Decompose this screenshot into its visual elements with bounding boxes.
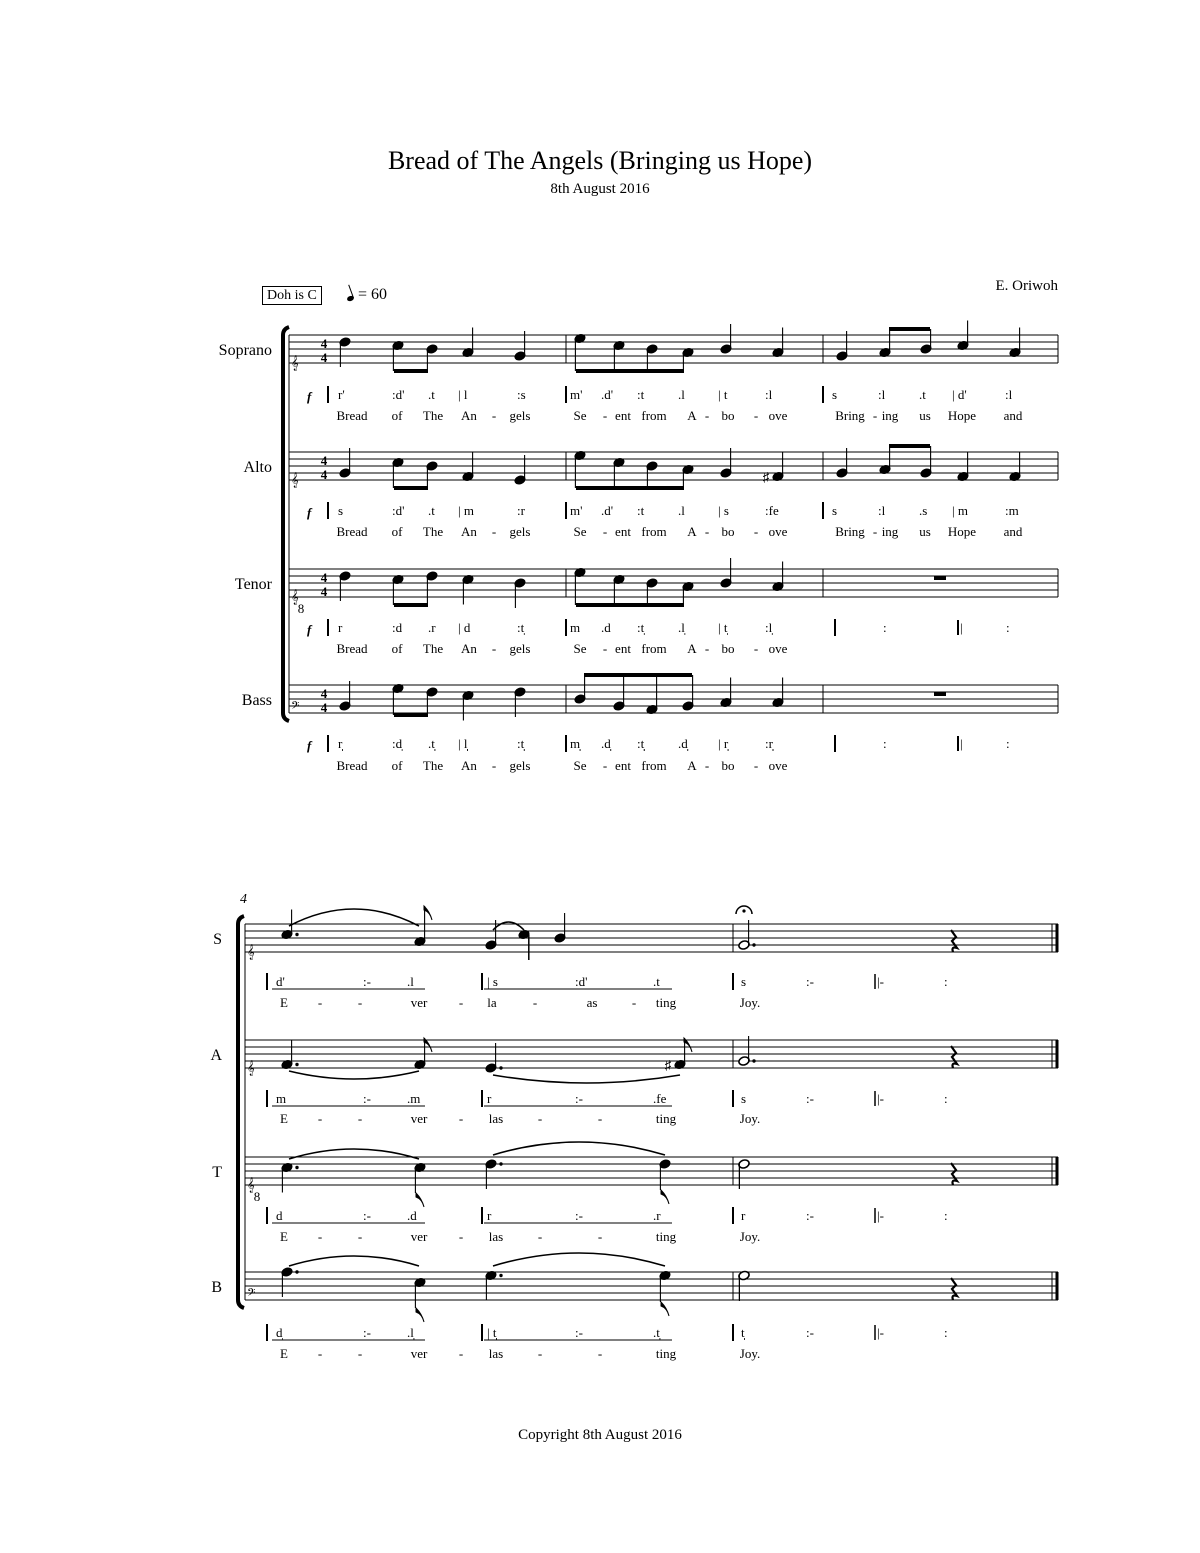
lyric-a-syllable: - (597, 1111, 603, 1126)
lyric-soprano-syllable: Se (573, 408, 587, 423)
lyric-b-syllable: las (488, 1346, 504, 1361)
lyric-soprano-syllable: - (491, 408, 497, 423)
lyric-soprano-syllable: bo (721, 408, 735, 423)
lyric-t-syllable: ver (410, 1229, 428, 1244)
lyric-bass-syllable: An (461, 758, 477, 773)
lyric-soprano-syllable: ove (768, 408, 788, 423)
staff-tenor (289, 569, 1058, 597)
lyric-alto-syllable: An (461, 524, 477, 539)
lyric-tenor-syllable: A (687, 641, 697, 656)
slur (289, 1256, 419, 1266)
lyric-alto-syllable: The (422, 524, 444, 539)
solfa-soprano-syllable: :l (1005, 387, 1013, 402)
lyric-bass-syllable: Se (573, 758, 587, 773)
note-flag (661, 1190, 669, 1204)
lyric-s-syllable: - (532, 995, 538, 1010)
solfa-soprano-syllable: .d' (601, 387, 614, 402)
lyric-bass-syllable: of (391, 758, 403, 773)
lyric-tenor-syllable: ove (768, 641, 788, 656)
lyric-soprano-syllable: Bring (835, 408, 865, 423)
solfa-a-syllable: :- (363, 1091, 371, 1106)
lyric-a-syllable: E (280, 1111, 288, 1126)
lyric-s-syllable: E (280, 995, 288, 1010)
lyric-alto-syllable: - (491, 524, 497, 539)
solfa-bass-syllable: :d̩ (392, 736, 403, 751)
lyric-a-syllable: - (458, 1111, 464, 1126)
note-dot (295, 1166, 298, 1169)
quarter-rest-icon (951, 1046, 957, 1068)
sharp-icon: ♯ (664, 1057, 672, 1073)
solfa-alto-syllable: | m (952, 503, 968, 518)
solfa-alto-syllable: .t (428, 503, 435, 518)
time-signature-bottom: 4 (320, 584, 328, 599)
lyric-tenor-syllable: An (461, 641, 477, 656)
solfa-a-syllable: .m (407, 1091, 421, 1106)
lyric-t-syllable: - (537, 1229, 543, 1244)
solfa-bass-syllable: r̩̩ (338, 736, 343, 751)
lyric-alto-syllable: - (872, 524, 878, 539)
solfa-bass-syllable: : (1006, 736, 1010, 751)
lyric-alto-syllable: ing (881, 524, 899, 539)
solfa-soprano-syllable: :l (765, 387, 773, 402)
system-bracket (283, 327, 289, 721)
staff-t (245, 1157, 1058, 1185)
solfa-a-syllable: :- (806, 1091, 814, 1106)
lyric-b-syllable: ting (655, 1346, 677, 1361)
solfa-tenor-syllable: | (960, 620, 963, 635)
lyric-alto-syllable: Bring (835, 524, 865, 539)
lyric-soprano-syllable: us (919, 408, 931, 423)
lyric-bass-syllable: - (753, 758, 759, 773)
lyric-alto-syllable: gels (509, 524, 531, 539)
solfa-t-syllable: :- (806, 1208, 814, 1223)
solfa-alto-syllable: .s (919, 503, 928, 518)
lyric-b-syllable: - (357, 1346, 363, 1361)
solfa-b-syllable: :- (575, 1325, 583, 1340)
lyric-tenor-syllable: ent (615, 641, 631, 656)
staff-alto (289, 452, 1058, 480)
lyric-alto-syllable: - (704, 524, 710, 539)
solfa-s-syllable: |- (877, 974, 884, 989)
lyric-bass-syllable: ove (768, 758, 788, 773)
note-dot (499, 1274, 502, 1277)
lyric-t-syllable: E (280, 1229, 288, 1244)
bass-clef-icon: 𝄢 (291, 699, 300, 714)
solfa-t-syllable: :- (363, 1208, 371, 1223)
slur (493, 1075, 680, 1083)
solfa-alto-syllable: .l (678, 503, 685, 518)
lyric-alto-syllable: Hope (947, 524, 977, 539)
part-name-a: A (210, 1047, 222, 1064)
time-signature-bottom: 4 (320, 467, 328, 482)
solfa-bass-syllable: .d̩̩ (601, 736, 611, 751)
whole-rest-icon (934, 692, 946, 696)
part-name-alto: Alto (243, 459, 272, 476)
lyric-tenor-syllable: - (753, 641, 759, 656)
lyric-t-syllable: las (488, 1229, 504, 1244)
lyric-bass-syllable: The (422, 758, 444, 773)
slur (493, 1142, 665, 1155)
solfa-s-syllable: :- (363, 974, 371, 989)
solfa-soprano-syllable: .t (428, 387, 435, 402)
solfa-t-syllable: .d (407, 1208, 417, 1223)
solfa-alto-syllable: | m (458, 503, 474, 518)
solfa-b-syllable: .l̩̩ (407, 1325, 414, 1340)
lyric-s-syllable: - (631, 995, 637, 1010)
solfa-b-syllable: : (944, 1325, 948, 1340)
solfa-tenor-syllable: m (570, 620, 581, 635)
lyric-s-syllable: as (586, 995, 598, 1010)
solfa-t-syllable: :- (575, 1208, 583, 1223)
lyric-b-syllable: - (537, 1346, 543, 1361)
lyric-a-syllable: ver (410, 1111, 428, 1126)
solfa-bass-syllable: :r̩̩ (765, 736, 773, 751)
treble-clef-icon: 𝄞 (291, 472, 299, 487)
lyric-alto-syllable: A (687, 524, 697, 539)
solfa-tenor-syllable: .l̩ (678, 620, 685, 635)
lyric-t-syllable: - (357, 1229, 363, 1244)
lyric-tenor-syllable: - (491, 641, 497, 656)
octave-marker: 8 (253, 1189, 261, 1204)
solfa-b-syllable: t̩̩ (741, 1325, 745, 1340)
lyric-alto-syllable: ent (615, 524, 631, 539)
lyric-t-syllable: Joy. (739, 1229, 761, 1244)
solfa-a-syllable: m (276, 1091, 287, 1106)
staff-a (245, 1040, 1058, 1068)
lyric-soprano-syllable: from (641, 408, 667, 423)
lyric-s-syllable: - (317, 995, 323, 1010)
solfa-alto-syllable: | s (718, 503, 729, 518)
note-dot (752, 943, 755, 946)
solfa-s-syllable: :d' (575, 974, 588, 989)
time-signature-top: 4 (320, 453, 328, 468)
solfa-alto-syllable: s (832, 503, 838, 518)
solfa-alto-syllable: :d' (392, 503, 405, 518)
measure-number: 4 (240, 892, 247, 907)
slur (289, 909, 419, 926)
solfa-tenor-syllable: : (1006, 620, 1010, 635)
lyric-soprano-syllable: A (687, 408, 697, 423)
treble-clef-icon: 𝄞 (247, 1177, 255, 1192)
lyric-bass-syllable: - (491, 758, 497, 773)
staff-b (245, 1272, 1058, 1300)
time-signature-bottom: 4 (320, 350, 328, 365)
note-dot (499, 1162, 502, 1165)
solfa-bass-syllable: m̩̩ (570, 736, 581, 751)
lyric-soprano-syllable: and (1003, 408, 1023, 423)
solfa-soprano-syllable: :s (517, 387, 526, 402)
tempo-value: = 60 (358, 286, 388, 303)
lyric-soprano-syllable: ing (881, 408, 899, 423)
lyric-alto-syllable: from (641, 524, 667, 539)
lyric-alto-syllable: us (919, 524, 931, 539)
solfa-t-syllable: r (487, 1208, 492, 1223)
note-dot (752, 1059, 755, 1062)
staff-soprano (289, 335, 1058, 363)
solfa-bass-syllable: | (960, 736, 963, 751)
lyric-a-syllable: - (357, 1111, 363, 1126)
lyric-soprano-syllable: - (704, 408, 710, 423)
solfa-a-syllable: : (944, 1091, 948, 1106)
solfa-s-syllable: .l (407, 974, 414, 989)
lyric-t-syllable: ting (655, 1229, 677, 1244)
lyric-tenor-syllable: - (602, 641, 608, 656)
lyric-tenor-syllable: The (422, 641, 444, 656)
solfa-alto-syllable: s (338, 503, 344, 518)
slur (289, 1071, 419, 1079)
solfa-tenor-syllable: :l̩ (765, 620, 773, 635)
solfa-soprano-syllable: | t (718, 387, 728, 402)
lyric-soprano-syllable: gels (509, 408, 531, 423)
lyric-alto-syllable: - (753, 524, 759, 539)
solfa-alto-syllable: m' (570, 503, 583, 518)
solfa-s-syllable: d' (276, 974, 285, 989)
note-dot (295, 1063, 298, 1066)
solfa-a-syllable: s (741, 1091, 747, 1106)
solfa-soprano-syllable: m' (570, 387, 583, 402)
lyric-s-syllable: ting (655, 995, 677, 1010)
lyric-alto-syllable: Se (573, 524, 587, 539)
lyric-tenor-syllable: Se (573, 641, 587, 656)
composer-credit: E. Oriwoh (995, 278, 1058, 294)
solfa-tenor-syllable: .d (601, 620, 611, 635)
solfa-bass-syllable: :t̩̩ (517, 736, 525, 751)
lyric-alto-syllable: ove (768, 524, 788, 539)
sharp-icon: ♯ (762, 469, 770, 485)
solfa-bass-syllable: | l̩̩ (458, 736, 468, 751)
solfa-b-syllable: .t̩̩ (653, 1325, 660, 1340)
solfa-tenor-syllable: :d (392, 620, 403, 635)
dynamic-forte: f (307, 389, 312, 404)
note-dot (499, 1066, 502, 1069)
solfa-a-syllable: r (487, 1091, 492, 1106)
lyric-tenor-syllable: Bread (336, 641, 368, 656)
lyric-soprano-syllable: - (602, 408, 608, 423)
lyric-alto-syllable: - (602, 524, 608, 539)
lyric-tenor-syllable: of (391, 641, 403, 656)
lyric-s-syllable: - (458, 995, 464, 1010)
lyric-a-syllable: - (317, 1111, 323, 1126)
lyric-soprano-syllable: - (753, 408, 759, 423)
solfa-s-syllable: s (741, 974, 747, 989)
lyric-b-syllable: E (280, 1346, 288, 1361)
lyric-s-syllable: la (487, 995, 497, 1010)
bass-clef-icon: 𝄢 (247, 1286, 256, 1301)
lyric-bass-syllable: - (704, 758, 710, 773)
lyric-tenor-syllable: from (641, 641, 667, 656)
staff-s (245, 924, 1058, 952)
solfa-t-syllable: |- (877, 1208, 884, 1223)
score-title: Bread of The Angels (Bringing us Hope) (387, 146, 813, 175)
solfa-a-syllable: .fe (653, 1091, 667, 1106)
lyric-soprano-syllable: The (422, 408, 444, 423)
solfa-b-syllable: |- (877, 1325, 884, 1340)
solfa-tenor-syllable: | t̩ (718, 620, 728, 635)
quarter-rest-icon (951, 1163, 957, 1185)
lyric-t-syllable: - (317, 1229, 323, 1244)
quarter-rest-icon (951, 1278, 957, 1300)
solfa-s-syllable: | s (487, 974, 498, 989)
solfa-tenor-syllable: :t̩ (517, 620, 525, 635)
solfa-bass-syllable: :t̩̩̩ (637, 736, 645, 751)
solfa-tenor-syllable: : (883, 620, 887, 635)
lyric-t-syllable: - (458, 1229, 464, 1244)
lyric-bass-syllable: bo (721, 758, 735, 773)
solfa-b-syllable: :- (363, 1325, 371, 1340)
solfa-t-syllable: .r (653, 1208, 661, 1223)
solfa-s-syllable: .t (653, 974, 660, 989)
solfa-tenor-syllable: r (338, 620, 343, 635)
solfa-tenor-syllable: .r (428, 620, 436, 635)
solfa-bass-syllable: | r̩̩ (718, 736, 729, 751)
solfa-soprano-syllable: :l (878, 387, 886, 402)
score-subtitle: 8th August 2016 (550, 181, 650, 197)
fermata-dot (742, 909, 745, 912)
solfa-a-syllable: |- (877, 1091, 884, 1106)
note-flag (661, 1302, 669, 1316)
lyric-b-syllable: Joy. (739, 1346, 761, 1361)
lyric-tenor-syllable: - (704, 641, 710, 656)
lyric-b-syllable: - (597, 1346, 603, 1361)
lyric-soprano-syllable: - (872, 408, 878, 423)
system-bracket (238, 916, 244, 1308)
note-dot (295, 1270, 298, 1273)
dynamic-forte: f (307, 505, 312, 520)
time-signature-top: 4 (320, 570, 328, 585)
lyric-bass-syllable: ent (615, 758, 631, 773)
solfa-s-syllable: :- (806, 974, 814, 989)
solfa-bass-syllable: .t̩̩ (428, 736, 435, 751)
lyric-soprano-syllable: An (461, 408, 477, 423)
solfa-soprano-syllable: r' (338, 387, 345, 402)
lyric-b-syllable: - (317, 1346, 323, 1361)
lyric-a-syllable: - (537, 1111, 543, 1126)
lyric-soprano-syllable: of (391, 408, 403, 423)
solfa-t-syllable: : (944, 1208, 948, 1223)
solfa-alto-syllable: .d' (601, 503, 614, 518)
solfa-b-syllable: :- (806, 1325, 814, 1340)
slur (493, 1253, 665, 1266)
key-indicator-box: Doh is C (262, 286, 322, 305)
treble-clef-icon: 𝄞 (247, 944, 255, 959)
lyric-bass-syllable: gels (509, 758, 531, 773)
solfa-s-syllable: : (944, 974, 948, 989)
solfa-soprano-syllable: .t (919, 387, 926, 402)
lyric-alto-syllable: Bread (336, 524, 368, 539)
solfa-soprano-syllable: :t (637, 387, 645, 402)
note-flag (416, 1308, 424, 1322)
solfa-alto-syllable: :m (1005, 503, 1019, 518)
octave-marker: 8 (297, 601, 305, 616)
copyright-notice: Copyright 8th August 2016 (518, 1427, 682, 1443)
solfa-tenor-syllable: | d (458, 620, 471, 635)
note-flag (416, 1193, 424, 1207)
lyric-s-syllable: - (357, 995, 363, 1010)
time-signature-top: 4 (320, 686, 328, 701)
dynamic-forte: f (307, 622, 312, 637)
solfa-t-syllable: r (741, 1208, 746, 1223)
lyric-soprano-syllable: Bread (336, 408, 368, 423)
solfa-alto-syllable: :t (637, 503, 645, 518)
lyric-b-syllable: - (458, 1346, 464, 1361)
solfa-soprano-syllable: s (832, 387, 838, 402)
whole-rest-icon (934, 576, 946, 580)
lyric-b-syllable: ver (410, 1346, 428, 1361)
treble-clef-icon: 𝄞 (291, 589, 299, 604)
solfa-t-syllable: d (276, 1208, 283, 1223)
solfa-alto-syllable: :l (878, 503, 886, 518)
solfa-bass-syllable: .d̩̩ (678, 736, 688, 751)
part-name-bass: Bass (241, 692, 272, 709)
lyric-s-syllable: Joy. (739, 995, 761, 1010)
solfa-soprano-syllable: :d' (392, 387, 405, 402)
dynamic-forte: f (307, 738, 312, 753)
lyric-s-syllable: ver (410, 995, 428, 1010)
part-name-soprano: Soprano (218, 342, 272, 359)
part-name-tenor: Tenor (234, 576, 272, 593)
solfa-alto-syllable: :r (517, 503, 525, 518)
solfa-a-syllable: :- (575, 1091, 583, 1106)
treble-clef-icon: 𝄞 (247, 1060, 255, 1075)
lyric-a-syllable: Joy. (739, 1111, 761, 1126)
solfa-soprano-syllable: | d' (952, 387, 967, 402)
solfa-soprano-syllable: | l (458, 387, 468, 402)
solfa-b-syllable: d̩ (276, 1325, 283, 1340)
lyric-a-syllable: ting (655, 1111, 677, 1126)
solfa-b-syllable: | t̩̩ (487, 1325, 497, 1340)
lyric-bass-syllable: Bread (336, 758, 368, 773)
lyric-alto-syllable: bo (721, 524, 735, 539)
part-name-s: S (213, 931, 222, 948)
lyric-bass-syllable: from (641, 758, 667, 773)
lyric-tenor-syllable: bo (721, 641, 735, 656)
lyric-alto-syllable: and (1003, 524, 1023, 539)
lyric-a-syllable: las (488, 1111, 504, 1126)
lyric-t-syllable: - (597, 1229, 603, 1244)
note-flag (424, 906, 432, 920)
lyric-bass-syllable: A (687, 758, 697, 773)
lyric-bass-syllable: - (602, 758, 608, 773)
treble-clef-icon: 𝄞 (291, 355, 299, 370)
solfa-tenor-syllable: :t̩ (637, 620, 645, 635)
time-signature-bottom: 4 (320, 700, 328, 715)
part-name-t: T (212, 1164, 222, 1181)
solfa-soprano-syllable: .l (678, 387, 685, 402)
lyric-tenor-syllable: gels (509, 641, 531, 656)
quarter-rest-icon (951, 930, 957, 952)
solfa-alto-syllable: :fe (765, 503, 779, 518)
lyric-soprano-syllable: Hope (947, 408, 977, 423)
note-dot (295, 933, 298, 936)
time-signature-top: 4 (320, 336, 328, 351)
part-name-b: B (211, 1279, 222, 1296)
lyric-alto-syllable: of (391, 524, 403, 539)
lyric-soprano-syllable: ent (615, 408, 631, 423)
solfa-bass-syllable: : (883, 736, 887, 751)
slur (493, 922, 524, 930)
staff-bass (289, 685, 1058, 713)
